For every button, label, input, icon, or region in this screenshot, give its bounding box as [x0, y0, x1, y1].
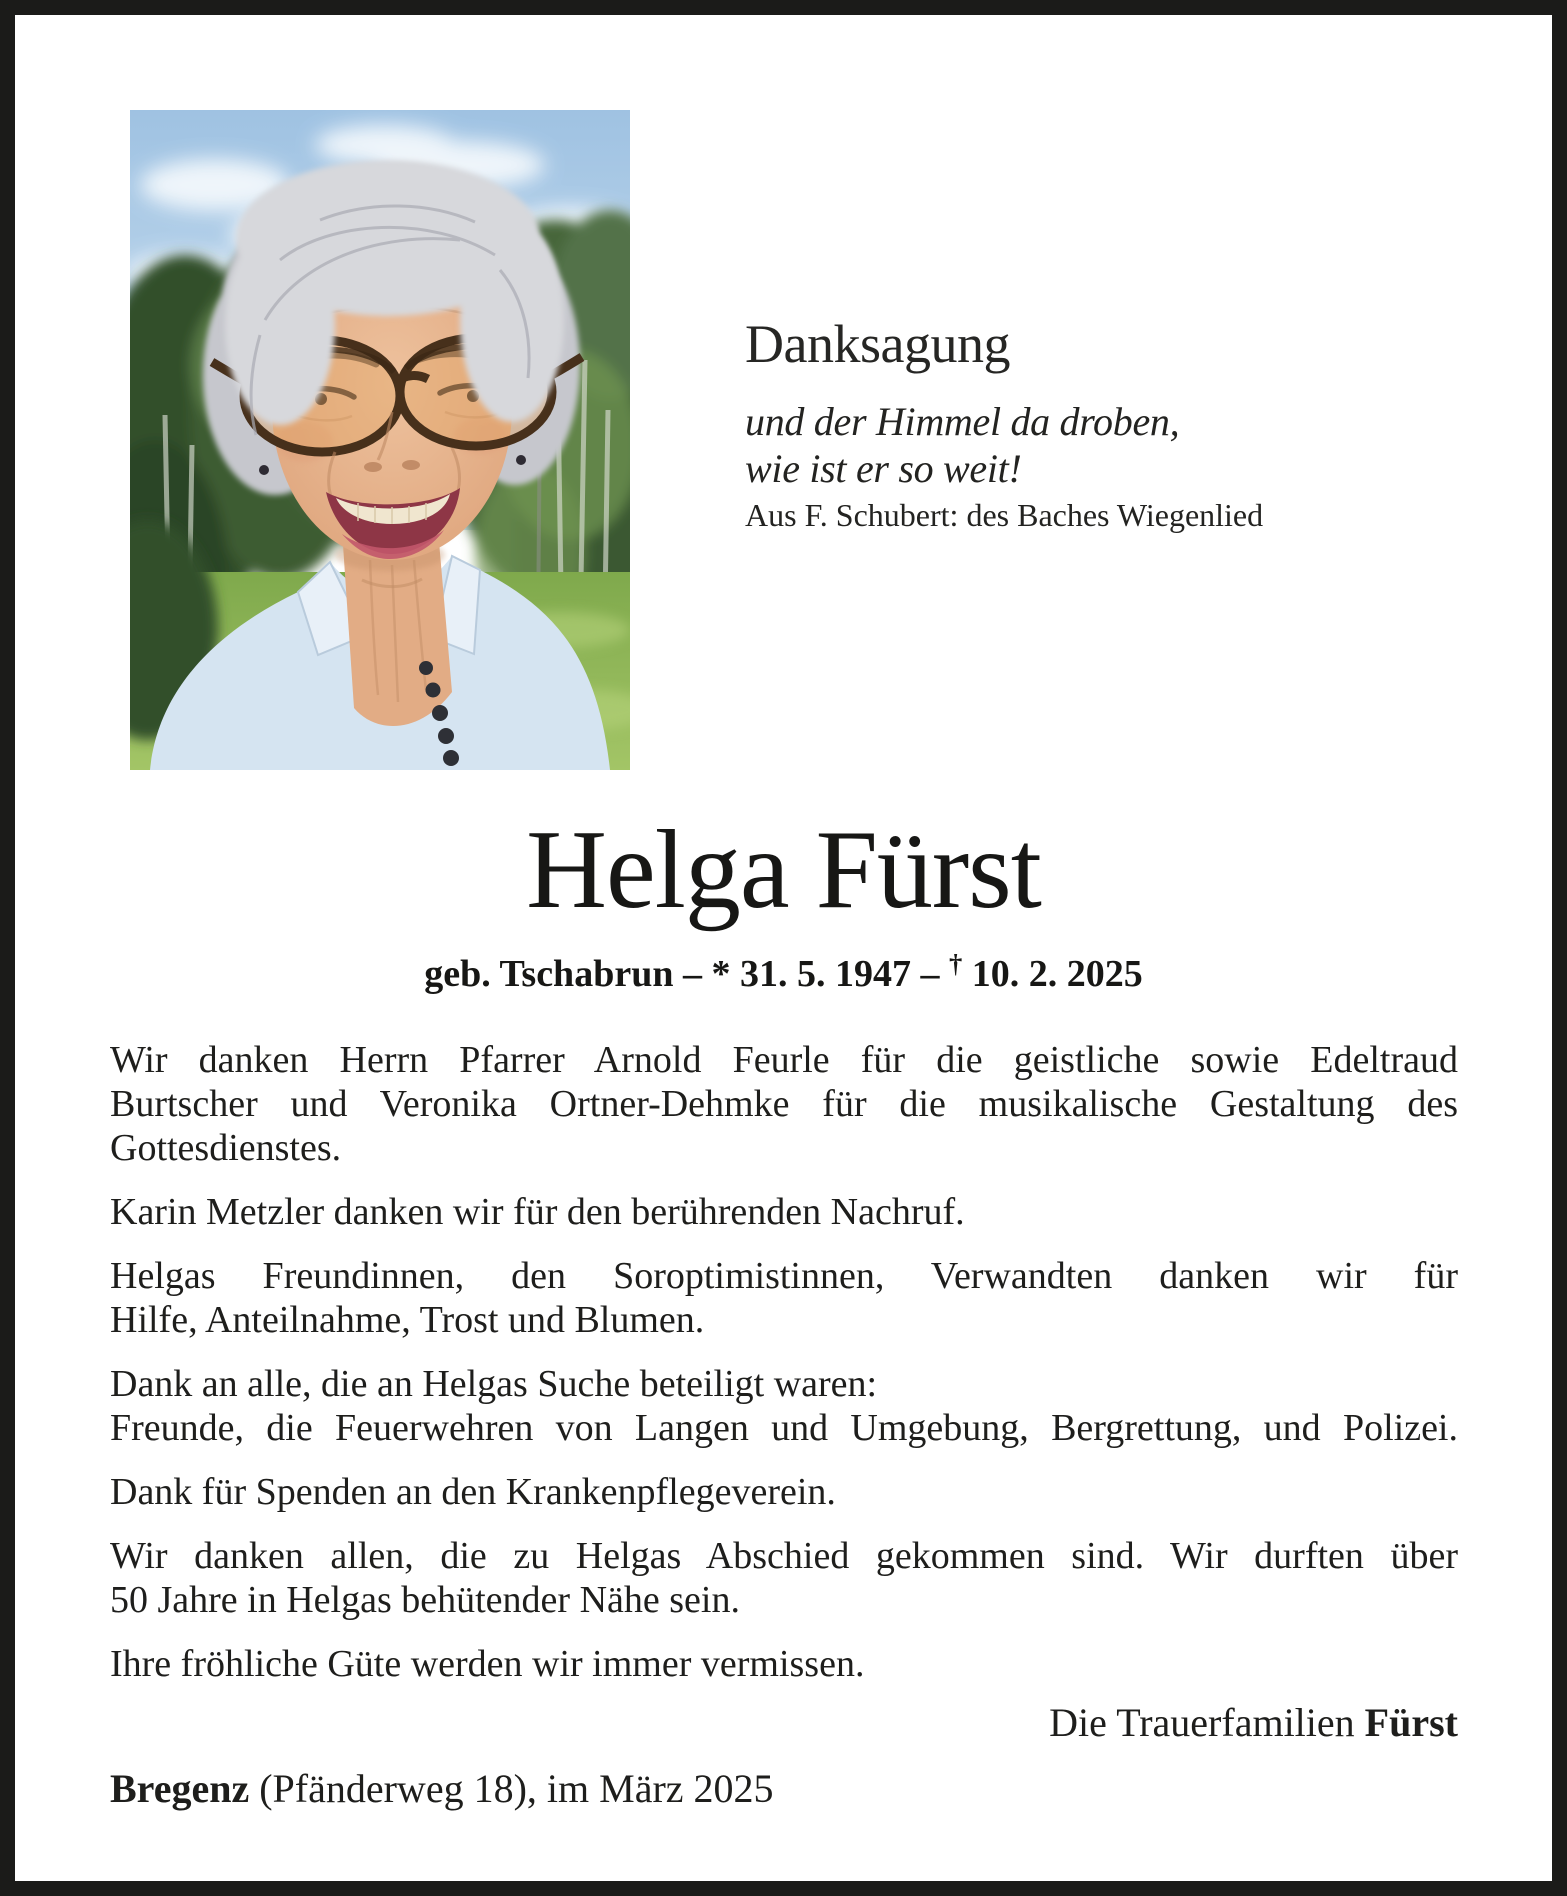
- earring-left: [259, 465, 269, 475]
- city: Bregenz: [110, 1766, 250, 1811]
- place-date-line: [110, 1766, 1458, 1812]
- text-line: 50 Jahre in Helgas behütender Nähe sein.: [110, 1579, 740, 1621]
- quote-attribution: Aus F. Schubert: des Baches Wiegenlied: [745, 497, 1264, 533]
- deceased-name: Helga Fürst: [526, 808, 1041, 932]
- portrait-photo: [130, 110, 630, 770]
- body-paragraphs: [110, 1038, 1458, 1686]
- text-line: Wir danken Herrn Pfarrer Arnold Feurle für die geistliche sowie Edeltraud: [110, 1039, 1458, 1081]
- text-line: Burtscher und Veronika Ortner-Dehmke für die musikalische Gestaltung des: [110, 1083, 1458, 1125]
- paragraph: [110, 1190, 1458, 1234]
- paragraph: [110, 1254, 1458, 1342]
- text-line: Gottesdienstes.: [110, 1127, 342, 1169]
- quote-line: wie ist er so weit!: [745, 446, 1022, 491]
- death-date: 10. 2. 2025: [962, 953, 1143, 995]
- quote-line: und der Himmel da droben,: [745, 399, 1180, 444]
- paragraph: [110, 1470, 1458, 1514]
- text-line: Helgas Freundinnen, den Soroptimistinnen, Verwandten danken wir für: [110, 1255, 1458, 1297]
- portrait-illustration: [130, 110, 630, 770]
- memorial-quote: [745, 398, 1179, 492]
- earring-right: [516, 455, 526, 465]
- maiden-name-and-birth: geb. Tschabrun – * 31. 5. 1947 –: [424, 953, 949, 995]
- signature-prefix: Die Trauerfamilien: [1049, 1700, 1365, 1745]
- deceased-life-data: [15, 948, 1552, 996]
- notice-type-title: Danksagung: [745, 314, 1010, 374]
- text-line: Dank für Spenden an den Krankenpflegeverein.: [110, 1471, 836, 1513]
- address-and-date: (Pfänderweg 18), im März 2025: [249, 1766, 774, 1811]
- text-line: Karin Metzler danken wir für den berührenden Nachruf.: [110, 1191, 965, 1233]
- text-line: Wir danken allen, die zu Helgas Abschied gekommen sind. Wir durften über: [110, 1535, 1458, 1577]
- dagger-symbol: †: [948, 948, 963, 979]
- paragraph: [110, 1642, 1458, 1686]
- text-line: Ihre fröhliche Güte werden wir immer vermissen.: [110, 1643, 865, 1685]
- text-line: Hilfe, Anteilnahme, Trost und Blumen.: [110, 1299, 705, 1341]
- mourning-family-signature: [110, 1700, 1458, 1746]
- paragraph: [110, 1038, 1458, 1170]
- paragraph: [110, 1362, 1458, 1450]
- text-line: Dank an alle, die an Helgas Suche beteiligt waren:: [110, 1363, 878, 1405]
- text-line: Freunde, die Feuerwehren von Langen und Umgebung, Bergrettung, und Polizei.: [110, 1407, 1458, 1449]
- family-name: Fürst: [1364, 1700, 1458, 1745]
- paragraph: [110, 1534, 1458, 1622]
